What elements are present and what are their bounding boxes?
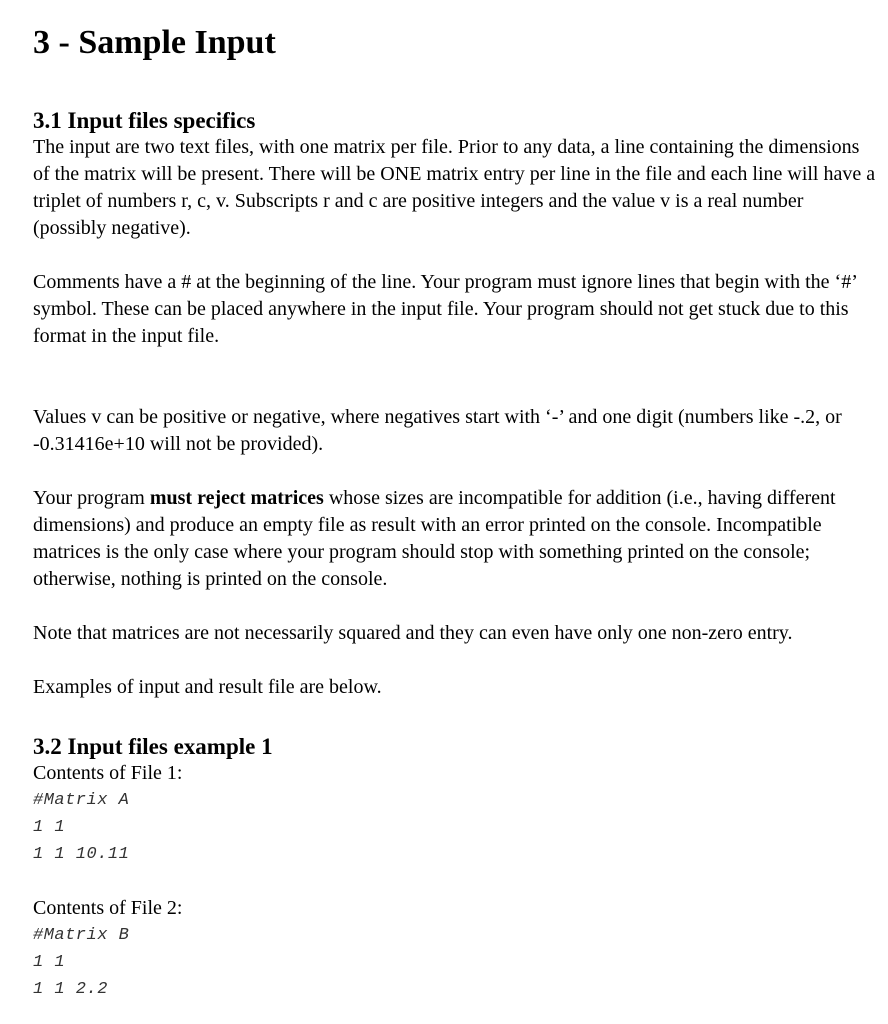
file1-label: Contents of File 1: [33, 762, 183, 784]
spacer [33, 242, 876, 269]
paragraph-comments: Comments have a # at the beginning of the line. Your program must ignore lines that begin with the ‘#’ symbol. These can be placed anywhere in the input file. Your program should not get stuck due to this format in the input file. [33, 271, 857, 347]
file2-label: Contents of File 2: [33, 897, 183, 919]
spacer [33, 63, 876, 107]
file1-line: 1 1 10.11 [33, 845, 130, 864]
spacer [33, 701, 876, 733]
file1-line: #Matrix A [33, 791, 130, 810]
section-heading-input-specifics: 3.1 Input files specifics [33, 108, 256, 133]
paragraph-matrix-shape-note: Note that matrices are not necessarily squared and they can even have only one non-zero entry. [33, 622, 793, 644]
paragraph-input-format: The input are two text files, with one matrix per file. Prior to any data, a line containing the dimensions of the matrix will be present. There will be ONE matrix entry per line in the file and each line will have a triplet of numbers r, c, v. Subscripts r and c are positive integers and the value v is a real number (possibly negative). [33, 136, 876, 239]
paragraph-values: Values v can be positive or negative, where negatives start with ‘-’ and one digit (numbers like -.2, or -0.31416e+10 will not be provided). [33, 406, 842, 455]
spacer [33, 350, 876, 404]
paragraph-reject-matrices [33, 485, 876, 593]
spacer [33, 458, 876, 485]
reject-emphasis: must reject matrices [149, 487, 324, 509]
reject-prefix: Your program [33, 487, 150, 509]
reject-suffix: whose sizes are incompatible for addition (i.e., having different dimensions) and produce an empty file as result with an error printed on the console. Incompatible matrices is the only case where your program should stop with something printed on the console; otherwise, nothing is printed on the console. [33, 487, 836, 590]
spacer [33, 647, 876, 674]
file1-line: 1 1 [33, 818, 66, 837]
file2-line: 1 1 [33, 953, 66, 972]
paragraph-examples-intro: Examples of input and result file are below. [33, 676, 382, 698]
file2-line: #Matrix B [33, 926, 130, 945]
file2-line: 1 1 2.2 [33, 980, 108, 999]
spacer [33, 593, 876, 620]
spacer [33, 868, 876, 895]
section-heading-example-1: 3.2 Input files example 1 [33, 734, 273, 759]
page-title: 3 - Sample Input [33, 24, 276, 61]
